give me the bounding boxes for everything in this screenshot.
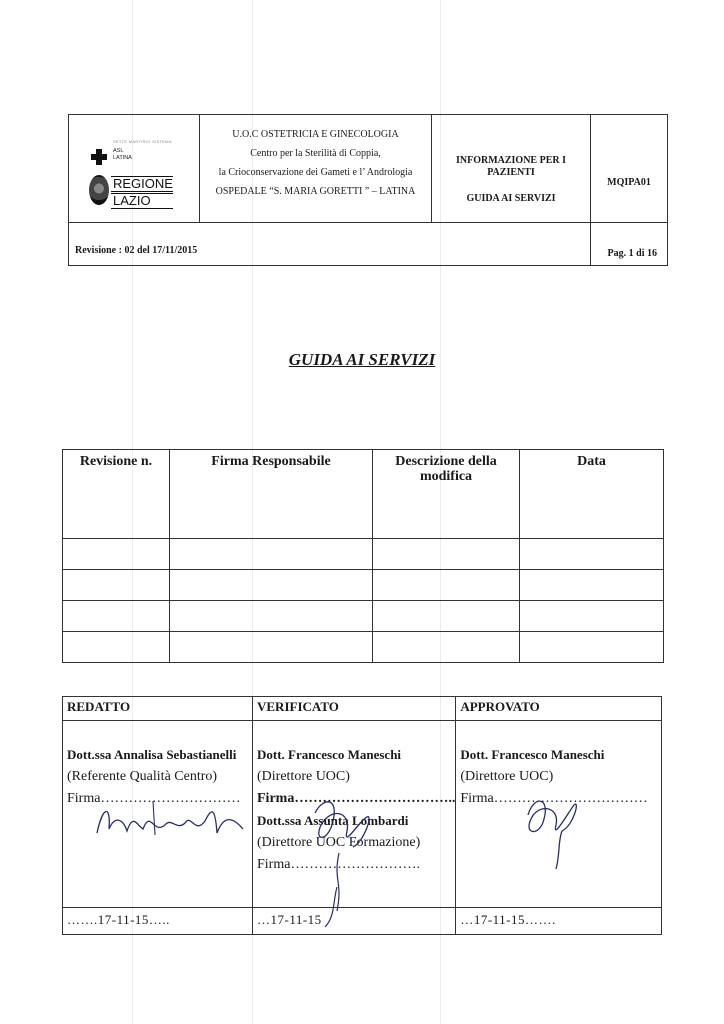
logo-cell bbox=[69, 115, 200, 223]
page-title: GUIDA AI SERVIZI bbox=[288, 350, 436, 369]
table-cell bbox=[520, 570, 664, 601]
revision-info: Revisione : 02 del 17/11/2015 bbox=[69, 223, 591, 266]
approvato-role: (Direttore UOC) bbox=[460, 769, 554, 784]
revision-table bbox=[62, 449, 664, 663]
info-cell bbox=[432, 115, 591, 223]
verificato-role2: (Direttore UOC Formazione) bbox=[257, 835, 421, 850]
table-cell bbox=[63, 539, 170, 570]
table-row bbox=[63, 632, 664, 663]
uoc-cell bbox=[200, 115, 432, 223]
asl-line: LATINA bbox=[113, 155, 132, 161]
table-cell bbox=[63, 570, 170, 601]
approvato-firma: Firma…………………………… bbox=[460, 791, 648, 806]
page-number: Pag. 1 di 16 bbox=[591, 223, 668, 266]
info-line: GUIDA AI SERVIZI bbox=[466, 193, 556, 204]
table-cell bbox=[373, 632, 520, 663]
table-row bbox=[63, 570, 664, 601]
table-cell bbox=[520, 539, 664, 570]
verificato-name: Dott. Francesco Maneschi bbox=[257, 747, 402, 762]
redatto-firma: Firma………………………… bbox=[67, 791, 241, 806]
document-header bbox=[68, 114, 668, 266]
column-header: Descrizione della modifica bbox=[373, 450, 520, 539]
regione-text: REGIONE bbox=[113, 176, 173, 191]
regione-emblem-icon bbox=[89, 175, 109, 205]
table-cell bbox=[170, 632, 373, 663]
column-header-approvato: APPROVATO bbox=[456, 697, 662, 721]
table-row bbox=[63, 601, 664, 632]
info-line: PAZIENTI bbox=[487, 167, 535, 178]
table-cell bbox=[170, 570, 373, 601]
cross-icon bbox=[91, 149, 107, 165]
column-header-verificato: VERIFICATO bbox=[253, 697, 456, 721]
asl-text bbox=[113, 148, 132, 162]
document-code: MQIPA01 bbox=[591, 115, 668, 223]
table-cell bbox=[520, 601, 664, 632]
table-cell bbox=[520, 632, 664, 663]
table-cell bbox=[63, 632, 170, 663]
uoc-line: la Crioconservazione dei Gameti e l’ Andrologia bbox=[218, 167, 413, 178]
uoc-line: OSPEDALE “S. MARIA GORETTI ” – LATINA bbox=[215, 186, 416, 197]
approvato-date-text: …17-11-15……. bbox=[460, 912, 556, 927]
table-cell bbox=[170, 539, 373, 570]
asl-line: ASL bbox=[113, 148, 124, 154]
verificato-cell bbox=[253, 721, 456, 908]
table-cell bbox=[170, 601, 373, 632]
verificato-role: (Direttore UOC) bbox=[257, 769, 350, 784]
verificato-firma2: Firma………………………. bbox=[257, 857, 420, 872]
verificato-date bbox=[253, 908, 456, 935]
column-header-redatto: REDATTO bbox=[63, 697, 253, 721]
logo-small-text: SETTE MARTIRIO SISTEMA bbox=[113, 139, 172, 144]
column-header: Firma Responsabile bbox=[170, 450, 373, 539]
approvato-name: Dott. Francesco Maneschi bbox=[460, 747, 605, 762]
uoc-line: Centro per la Sterilità di Coppia, bbox=[250, 148, 381, 159]
info-line: INFORMAZIONE PER I bbox=[455, 155, 566, 166]
approvato-cell bbox=[456, 721, 662, 908]
column-header: Data bbox=[520, 450, 664, 539]
redatto-name: Dott.ssa Annalisa Sebastianelli bbox=[67, 747, 237, 762]
table-cell bbox=[63, 601, 170, 632]
verificato-firma: Firma…………………………….. bbox=[257, 791, 456, 806]
table-cell bbox=[373, 539, 520, 570]
asl-regione-logo bbox=[83, 139, 193, 219]
verificato-date-text: …17-11-15 bbox=[257, 912, 322, 927]
redatto-date bbox=[63, 908, 253, 935]
approvato-date bbox=[456, 908, 662, 935]
column-header: Revisione n. bbox=[63, 450, 170, 539]
table-row bbox=[63, 539, 664, 570]
uoc-line: U.O.C OSTETRICIA E GINECOLOGIA bbox=[232, 129, 399, 140]
lazio-text: LAZIO bbox=[113, 193, 151, 208]
redatto-date-text: …….17-11-15….. bbox=[67, 912, 170, 927]
table-cell bbox=[373, 601, 520, 632]
approval-table bbox=[62, 696, 662, 935]
redatto-cell bbox=[63, 721, 253, 908]
redatto-role: (Referente Qualità Centro) bbox=[67, 769, 218, 784]
table-cell bbox=[373, 570, 520, 601]
verificato-name2: Dott.ssa Assunta Lombardi bbox=[257, 813, 409, 828]
